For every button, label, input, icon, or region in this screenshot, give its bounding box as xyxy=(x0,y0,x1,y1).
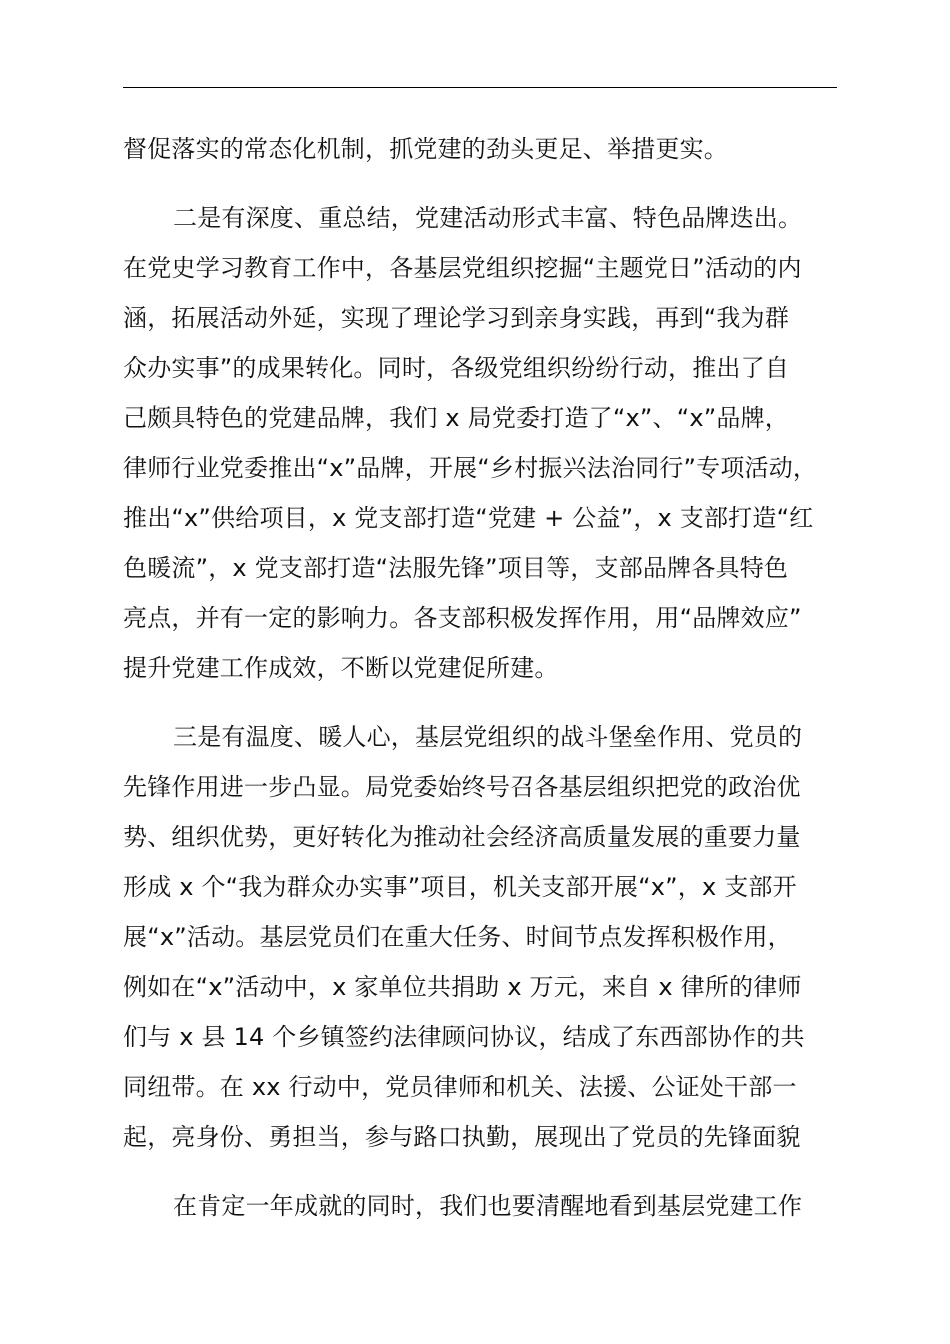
text-line: 展“x”活动。基层党员们在重大任务、时间节点发挥积极作用， xyxy=(123,923,792,951)
paragraph-1 xyxy=(123,124,863,174)
text-line: 亮点，并有一定的影响力。各支部积极发挥作用，用“品牌效应” xyxy=(123,604,802,632)
header-rule xyxy=(123,87,837,88)
text-line: 督促落实的常态化机制，抓党建的劲头更足、举措更实。 xyxy=(123,135,728,163)
text-line: 色暖流”，x 党支部打造“法服先锋”项目等，支部品牌各具特色 xyxy=(123,554,789,582)
text-line: 律师行业党委推出“x”品牌，开展“乡村振兴法治同行”专项活动， xyxy=(123,454,818,482)
text-line: 推出“x”供给项目，x 党支部打造“党建 + 公益”，x 支部打造“红 xyxy=(123,504,814,532)
text-line: 在党史学习教育工作中，各基层党组织挖掘“主题党日”活动的内 xyxy=(123,254,802,282)
text-line: 先锋作用进一步凸显。局党委始终号召各基层组织把党的政治优 xyxy=(123,773,801,801)
text-line: 二是有深度、重总结，党建活动形式丰富、特色品牌迭出。 xyxy=(173,204,803,232)
paragraph-4 xyxy=(123,1181,863,1231)
text-line: 同纽带。在 xx 行动中，党员律师和机关、法援、公证处干部一 xyxy=(123,1073,797,1101)
text-line: 提升党建工作成效，不断以党建促所建。 xyxy=(123,654,559,682)
text-line: 三是有温度、暖人心，基层党组织的战斗堡垒作用、党员的 xyxy=(173,723,803,751)
text-line: 势、组织优势，更好转化为推动社会经济高质量发展的重要力量 xyxy=(123,823,801,851)
text-line: 例如在“x”活动中，x 家单位共捐助 x 万元，来自 x 律所的律师 xyxy=(123,973,802,1001)
paragraph-2 xyxy=(123,193,863,693)
document-body xyxy=(123,124,863,1231)
text-line: 们与 x 县 14 个乡镇签约法律顾问协议，结成了东西部协作的共 xyxy=(123,1023,805,1051)
text-line: 己颇具特色的党建品牌，我们 x 局党委打造了“x”、“x”品牌， xyxy=(123,404,789,432)
paragraph-3 xyxy=(123,712,863,1162)
text-line: 众办实事”的成果转化。同时，各级党组织纷纷行动，推出了自 xyxy=(123,354,790,382)
text-line: 形成 x 个“我为群众办实事”项目，机关支部开展“x”，x 支部开 xyxy=(123,873,797,901)
text-line: 在肯定一年成就的同时，我们也要清醒地看到基层党建工作 xyxy=(173,1192,803,1220)
text-line: 起，亮身份、勇担当，参与路口执勤，展现出了党员的先锋面貌 xyxy=(123,1123,801,1151)
text-line: 涵，拓展活动外延，实现了理论学习到亲身实践，再到“我为群 xyxy=(123,304,790,332)
